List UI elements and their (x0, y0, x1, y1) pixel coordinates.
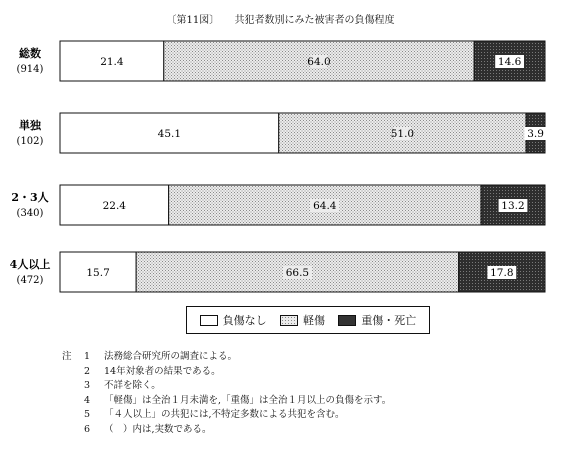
data-label-minor-injury: 66.5 (285, 267, 310, 279)
category-count: (914) (16, 64, 44, 75)
note-row (62, 408, 391, 423)
category-label: 単独 (19, 119, 41, 132)
note-number: 5 (84, 409, 91, 420)
data-label-serious-or-death: 13.2 (501, 200, 525, 212)
category-count: (340) (16, 208, 44, 219)
data-label-serious-or-death: 17.8 (490, 267, 514, 279)
note-text: （ ）内は,実数である。 (104, 423, 212, 435)
data-label-no-injury: 22.4 (102, 200, 127, 212)
data-label-minor-injury: 64.0 (307, 56, 331, 68)
legend-item-no-injury (200, 312, 267, 328)
legend-item-serious-or-death (338, 312, 416, 328)
data-label-serious-or-death: 14.6 (497, 56, 522, 68)
notes (62, 350, 391, 437)
note-row (62, 423, 391, 438)
note-number: 2 (84, 365, 91, 377)
data-label-no-injury: 45.1 (157, 128, 182, 140)
legend-label-no-injury: 負傷なし (222, 314, 267, 327)
note-row (62, 350, 391, 365)
figure-title: 共犯者数別にみた被害者の負傷程度 (234, 15, 395, 26)
note-number: 3 (84, 380, 91, 391)
legend-item-minor-injury (280, 312, 325, 328)
note-text: 14年対象者の結果である。 (104, 365, 221, 377)
data-label-no-injury: 21.4 (100, 56, 124, 68)
note-row (62, 379, 391, 394)
legend-swatch-no-injury (200, 315, 218, 326)
note-number: 6 (84, 423, 91, 435)
category-count: (102) (16, 136, 44, 147)
note-text: 法務総合研究所の調査による。 (104, 351, 238, 362)
note-text: 「軽傷」は全治１月未満を,「重傷」は全治１月以上の負傷を示す。 (104, 394, 392, 406)
data-label-no-injury: 15.7 (86, 267, 110, 279)
note-row (62, 394, 391, 409)
category-label: 2・3人 (11, 191, 49, 204)
category-label: 4人以上 (9, 258, 51, 271)
note-text: 不詳を除く。 (104, 380, 161, 391)
legend-swatch-serious-or-death (338, 315, 356, 326)
data-label-minor-injury: 64.4 (313, 200, 337, 212)
legend-label-serious-or-death: 重傷・死亡 (361, 314, 417, 327)
category-count: (472) (16, 275, 44, 286)
note-text: 「４人以上」の共犯には,不特定多数による共犯を含む。 (104, 409, 345, 420)
note-number: 4 (84, 394, 91, 406)
legend-label-minor-injury: 軽傷 (302, 314, 325, 327)
data-label-minor-injury: 51.0 (390, 128, 415, 140)
figure-number: 〔第11図〕 (166, 15, 220, 26)
category-label: 総数 (19, 47, 41, 60)
note-number: 1 (84, 351, 91, 362)
data-label-serious-or-death: 3.9 (527, 128, 544, 140)
notes-head: 注 (62, 351, 72, 362)
note-row (62, 365, 391, 380)
legend (186, 306, 430, 334)
legend-swatch-minor-injury (280, 315, 298, 326)
